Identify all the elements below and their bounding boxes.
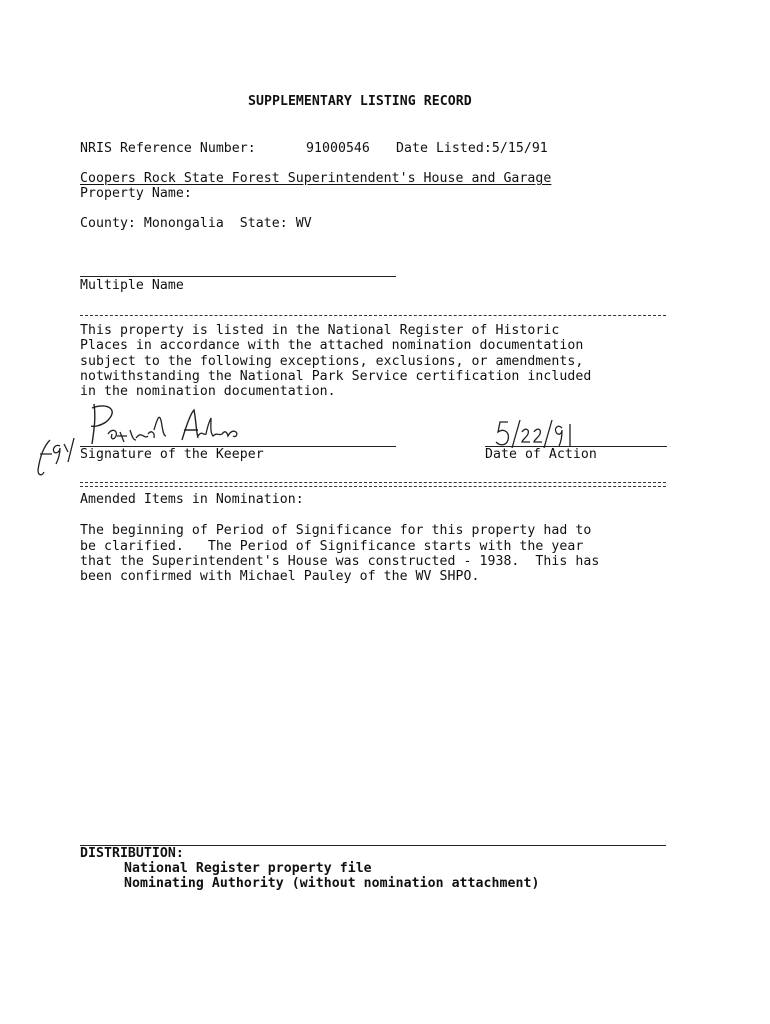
signature-label: Signature of the Keeper <box>80 447 264 462</box>
distribution-label: DISTRIBUTION: <box>80 846 184 861</box>
amended-line: be clarified. The Period of Significance starts with the year <box>80 539 584 554</box>
property-name-label: Property Name: <box>80 186 192 201</box>
amended-items-label: Amended Items in Nomination: <box>80 492 304 507</box>
amended-line: been confirmed with Michael Pauley of the WV SHPO. <box>80 569 480 584</box>
distribution-item: Nominating Authority (without nomination attachment) <box>124 876 540 891</box>
dashed-separator <box>80 315 666 316</box>
statement-line: Places in accordance with the attached nomination documentation <box>80 338 584 353</box>
keeper-signature <box>86 400 256 450</box>
property-name: Coopers Rock State Forest Superintendent's House and Garage <box>80 171 552 186</box>
distribution-item: National Register property file <box>124 861 372 876</box>
multiple-name-label: Multiple Name <box>80 278 184 293</box>
statement-line: This property is listed in the National Register of Historic <box>80 323 560 338</box>
date-listed: Date Listed:5/15/91 <box>396 141 548 156</box>
county-state: County: Monongalia State: WV <box>80 216 312 231</box>
nris-number: 91000546 <box>306 141 370 156</box>
statement-line: in the nomination documentation. <box>80 384 336 399</box>
double-separator <box>80 482 666 487</box>
amended-line: that the Superintendent's House was constructed - 1938. This has <box>80 554 600 569</box>
nris-label: NRIS Reference Number: <box>80 141 256 156</box>
document-title: SUPPLEMENTARY LISTING RECORD <box>248 94 472 109</box>
statement-line: notwithstanding the National Park Service certification included <box>80 369 592 384</box>
statement-line: subject to the following exceptions, exclusions, or amendments, <box>80 354 584 369</box>
margin-initials <box>34 436 80 482</box>
amended-line: The beginning of Period of Significance for this property had to <box>80 523 592 538</box>
date-of-action-label: Date of Action <box>485 447 597 462</box>
multiple-name-line <box>80 276 396 277</box>
